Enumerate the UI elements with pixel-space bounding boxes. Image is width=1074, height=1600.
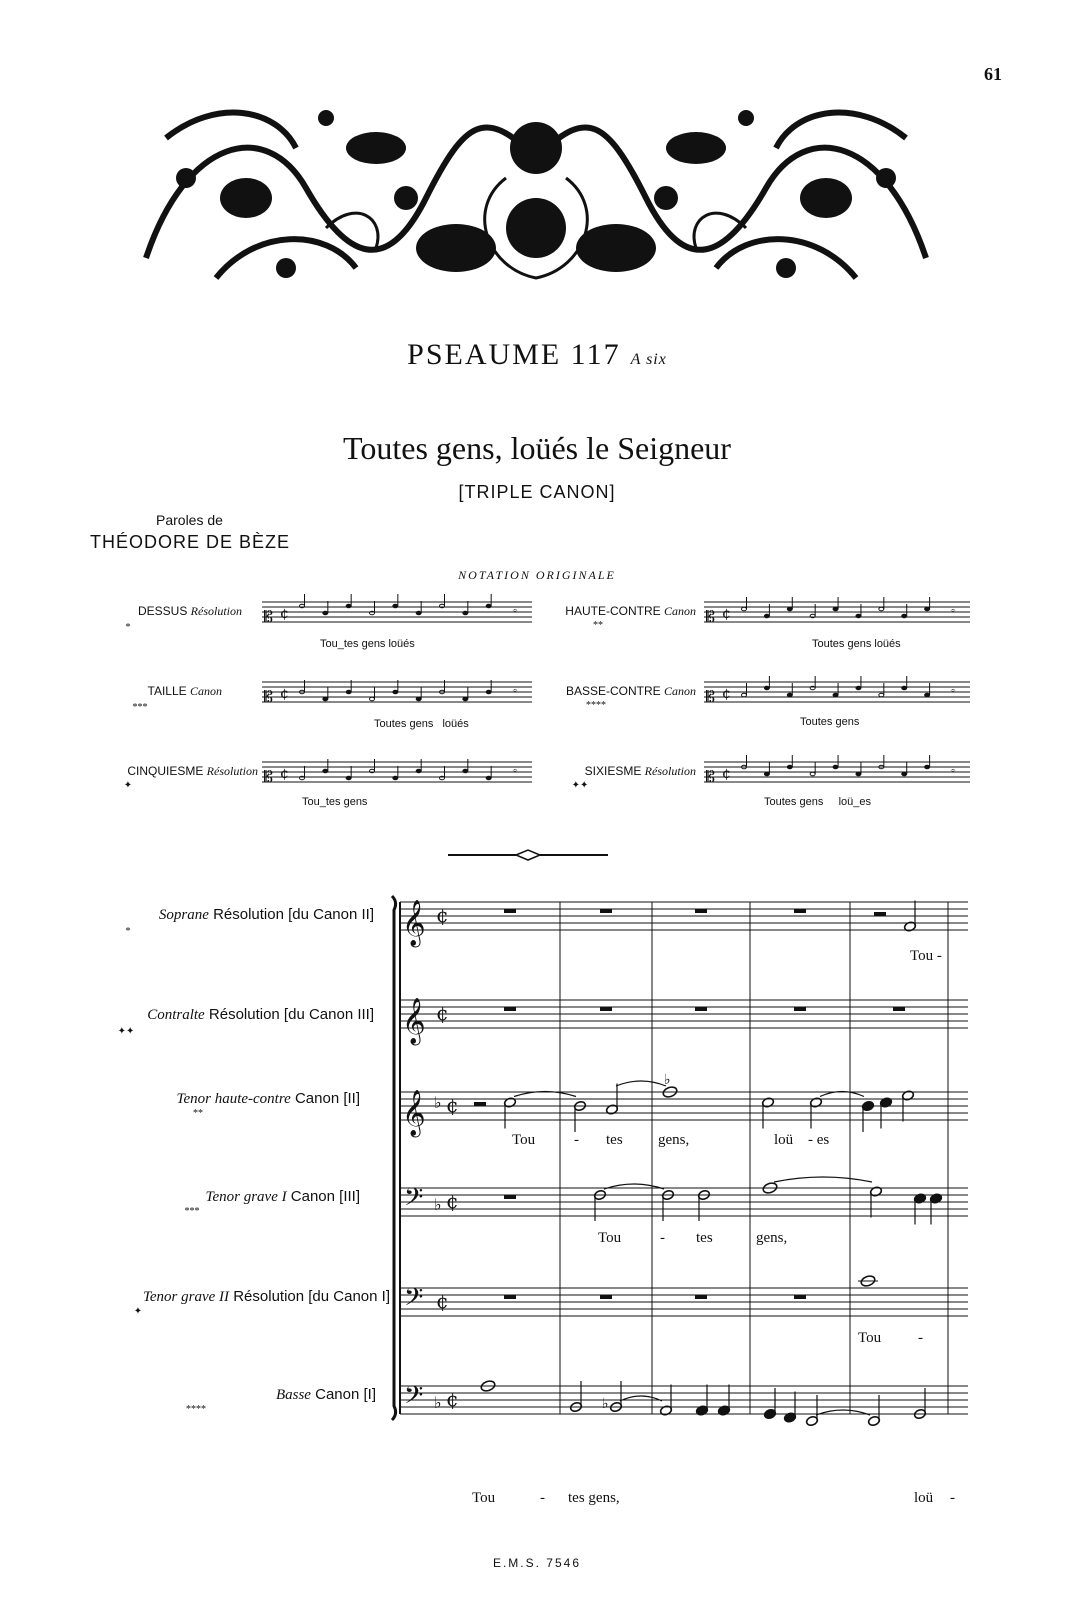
part-label-tenor-grave-i: Tenor grave I Canon [III] bbox=[205, 1188, 360, 1205]
title bbox=[0, 338, 1074, 372]
separator-ornament bbox=[448, 848, 608, 862]
note-head bbox=[810, 772, 815, 776]
whole-rest bbox=[695, 1295, 707, 1299]
custos-icon bbox=[950, 689, 956, 691]
bass-clef-icon: 𝄢 bbox=[404, 1183, 424, 1218]
time-signature: ¢ bbox=[280, 766, 289, 782]
incipit-mark: ✦ bbox=[123, 780, 133, 791]
lyric-syllable: Tou bbox=[598, 1230, 622, 1246]
incipit-label-haute-contre: HAUTE-CONTRE Canon bbox=[565, 604, 696, 618]
lyric-soprane: Tou - bbox=[910, 948, 942, 964]
incipit-mark: ** bbox=[593, 620, 603, 631]
lyric-syllable: - bbox=[574, 1132, 579, 1148]
c-clef-icon: 𝄡 bbox=[264, 687, 273, 706]
lyric-syllable: gens, bbox=[658, 1132, 690, 1148]
part-label-tenor-haute-contre: Tenor haute-contre Canon [II] bbox=[176, 1090, 360, 1107]
incipit-lyrics: Toutes gens loü_es bbox=[764, 796, 872, 808]
incipit-lyrics: Toutes gens loüés bbox=[374, 718, 469, 730]
custos-icon bbox=[950, 609, 956, 611]
part-mark: ✦✦ bbox=[117, 1026, 135, 1037]
custos-icon bbox=[512, 769, 518, 771]
note-head bbox=[323, 769, 328, 773]
c-clef-icon: 𝄡 bbox=[706, 767, 715, 786]
system-bracket bbox=[392, 896, 396, 1420]
note-head bbox=[416, 611, 421, 615]
part-label-tenor-grave-ii: Tenor grave II Résolution [du Canon I] bbox=[142, 1288, 390, 1305]
time-signature: ¢ bbox=[280, 606, 289, 622]
whole-rest bbox=[600, 1295, 612, 1299]
accidental-flat: ♭ bbox=[602, 1396, 609, 1412]
incipit-mark: **** bbox=[586, 700, 606, 711]
cut-time-signature: ¢ bbox=[446, 1387, 459, 1411]
time-signature: ¢ bbox=[722, 686, 731, 702]
note-head bbox=[486, 776, 491, 780]
note-head bbox=[346, 690, 351, 694]
cut-time-signature: ¢ bbox=[446, 1189, 459, 1213]
note-head bbox=[764, 614, 769, 618]
whole-rest bbox=[504, 1007, 516, 1011]
lyric-syllable: - bbox=[918, 1330, 923, 1346]
whole-rest bbox=[794, 1007, 806, 1011]
whole-rest bbox=[893, 1007, 905, 1011]
whole-rest bbox=[794, 909, 806, 913]
incipit-label-basse-contre: BASSE-CONTRE Canon bbox=[565, 684, 696, 698]
c-clef-icon: 𝄡 bbox=[706, 607, 715, 626]
note-head bbox=[393, 776, 398, 780]
incipit-staves bbox=[0, 590, 1074, 820]
whole-rest bbox=[794, 1295, 806, 1299]
whole-rest bbox=[504, 1295, 516, 1299]
note-head bbox=[346, 604, 351, 608]
incipit-lyrics: Tou_tes gens loüés bbox=[320, 638, 415, 650]
editorial-flat: ♭ bbox=[664, 1072, 671, 1088]
time-signature: ¢ bbox=[722, 606, 731, 622]
lyric-syllable: tes gens, bbox=[568, 1490, 620, 1506]
note-head bbox=[764, 686, 769, 690]
lyric-syllable: loü bbox=[914, 1490, 934, 1506]
c-clef-icon: 𝄡 bbox=[706, 687, 715, 706]
tie-slur bbox=[774, 1177, 872, 1182]
note-head bbox=[393, 690, 398, 694]
incipit-lyrics: Toutes gens bbox=[800, 716, 860, 728]
flat-sign: ♭ bbox=[434, 1393, 442, 1412]
note-head bbox=[486, 690, 491, 694]
whole-rest bbox=[600, 909, 612, 913]
whole-rest bbox=[695, 1007, 707, 1011]
part-label-contralte: Contralte Résolution [du Canon III] bbox=[147, 1006, 374, 1023]
bass-clef-icon: 𝄢 bbox=[404, 1283, 424, 1318]
half-rest bbox=[874, 912, 886, 916]
whole-rest bbox=[695, 909, 707, 913]
treble-clef-icon: 𝄞 bbox=[402, 900, 426, 946]
note-head bbox=[416, 697, 421, 701]
incipit-mark: *** bbox=[132, 702, 148, 713]
note-head bbox=[925, 693, 930, 697]
part-mark: **** bbox=[186, 1404, 206, 1415]
decorative-ornament bbox=[126, 78, 946, 298]
part-mark: ** bbox=[193, 1108, 203, 1119]
note-head bbox=[742, 693, 747, 697]
lyric-syllable: Tou bbox=[472, 1490, 496, 1506]
note-head bbox=[856, 686, 861, 690]
note-head bbox=[787, 607, 792, 611]
note-head bbox=[879, 693, 884, 697]
incipit-lyrics: Toutes gens loüés bbox=[812, 638, 901, 650]
note-head bbox=[833, 765, 838, 769]
score-system bbox=[380, 880, 980, 1440]
cut-time-signature: ¢ bbox=[436, 903, 449, 927]
canon-note: [TRIPLE CANON] bbox=[458, 482, 616, 502]
note-head bbox=[902, 614, 907, 618]
note-head bbox=[393, 604, 398, 608]
lyric-syllable: - bbox=[950, 1490, 955, 1506]
c-clef-icon: 𝄡 bbox=[264, 607, 273, 626]
subtitle: Toutes gens, loüés le Seigneur bbox=[343, 430, 731, 466]
incipit-mark: ✦✦ bbox=[571, 780, 589, 791]
whole-rest bbox=[504, 909, 516, 913]
incipit-label-cinquiesme: CINQUIESME Résolution bbox=[127, 764, 258, 778]
lyric-syllable: tes bbox=[696, 1230, 713, 1246]
note-head bbox=[925, 765, 930, 769]
note-head bbox=[370, 697, 375, 701]
time-signature: ¢ bbox=[722, 766, 731, 782]
note-head bbox=[925, 607, 930, 611]
note-head bbox=[742, 607, 747, 611]
incipit-label-sixiesme: SIXIESME Résolution bbox=[584, 764, 696, 778]
lyric-syllable: - es bbox=[808, 1132, 830, 1148]
title-suffix: A six bbox=[630, 351, 667, 368]
lyric-syllable: Tou bbox=[858, 1330, 882, 1346]
note-head bbox=[856, 772, 861, 776]
note-head bbox=[902, 686, 907, 690]
page-number: 61 bbox=[984, 64, 1002, 84]
incipit-mark: * bbox=[125, 622, 131, 633]
note-head bbox=[833, 607, 838, 611]
note-head bbox=[879, 607, 884, 611]
publisher-code: E.M.S. 7546 bbox=[492, 1556, 582, 1570]
note-head bbox=[463, 611, 468, 615]
title-text: PSEAUME 117 bbox=[407, 338, 621, 371]
part-mark: *** bbox=[184, 1206, 200, 1217]
cut-time-signature: ¢ bbox=[446, 1093, 459, 1117]
flat-sign: ♭ bbox=[434, 1195, 442, 1214]
bass-clef-icon: 𝄢 bbox=[404, 1381, 424, 1416]
lyric-syllable: tes bbox=[606, 1132, 623, 1148]
note-head bbox=[463, 697, 468, 701]
custos-icon bbox=[512, 689, 518, 691]
part-label-basse: Basse Canon [I] bbox=[275, 1386, 376, 1403]
note-head bbox=[764, 772, 769, 776]
treble-clef-icon: 𝄞 bbox=[402, 1090, 426, 1136]
note-head bbox=[346, 776, 351, 780]
treble-clef-icon: 𝄞 bbox=[402, 998, 426, 1044]
c-clef-icon: 𝄡 bbox=[264, 767, 273, 786]
note-head bbox=[856, 614, 861, 618]
whole-rest bbox=[600, 1007, 612, 1011]
cut-time-signature: ¢ bbox=[436, 1289, 449, 1313]
notation-label: NOTATION ORIGINALE bbox=[458, 568, 616, 582]
time-signature: ¢ bbox=[280, 686, 289, 702]
lyric-syllable: gens, bbox=[756, 1230, 788, 1246]
custos-icon bbox=[950, 769, 956, 771]
author: THÉODORE DE BÈZE bbox=[90, 532, 291, 552]
part-mark: * bbox=[125, 926, 131, 937]
whole-rest bbox=[504, 1195, 516, 1199]
note-head bbox=[787, 693, 792, 697]
lyric-syllable: - bbox=[540, 1490, 545, 1506]
note-head bbox=[486, 604, 491, 608]
incipit-lyrics: Tou_tes gens bbox=[302, 796, 368, 808]
lyric-syllable: - bbox=[660, 1230, 665, 1246]
lyric-syllable: Tou bbox=[512, 1132, 536, 1148]
note-head bbox=[787, 765, 792, 769]
note-head bbox=[463, 769, 468, 773]
part-mark: ✦ bbox=[133, 1306, 143, 1317]
tie-slur bbox=[616, 1081, 666, 1086]
lyric-syllable: loü bbox=[774, 1132, 794, 1148]
note-head bbox=[833, 693, 838, 697]
note-head bbox=[323, 697, 328, 701]
incipit-label-dessus: DESSUS Résolution bbox=[137, 604, 242, 618]
half-rest bbox=[474, 1102, 486, 1106]
paroles-label: Paroles de bbox=[156, 512, 223, 528]
flat-sign: ♭ bbox=[434, 1093, 442, 1112]
cut-time-signature: ¢ bbox=[436, 1001, 449, 1025]
note-head bbox=[323, 611, 328, 615]
custos-icon bbox=[512, 609, 518, 611]
incipit-label-taille: TAILLE Canon bbox=[147, 684, 222, 698]
note-head bbox=[416, 769, 421, 773]
note-head bbox=[902, 772, 907, 776]
part-label-soprane: Soprane Résolution [du Canon II] bbox=[158, 906, 374, 923]
